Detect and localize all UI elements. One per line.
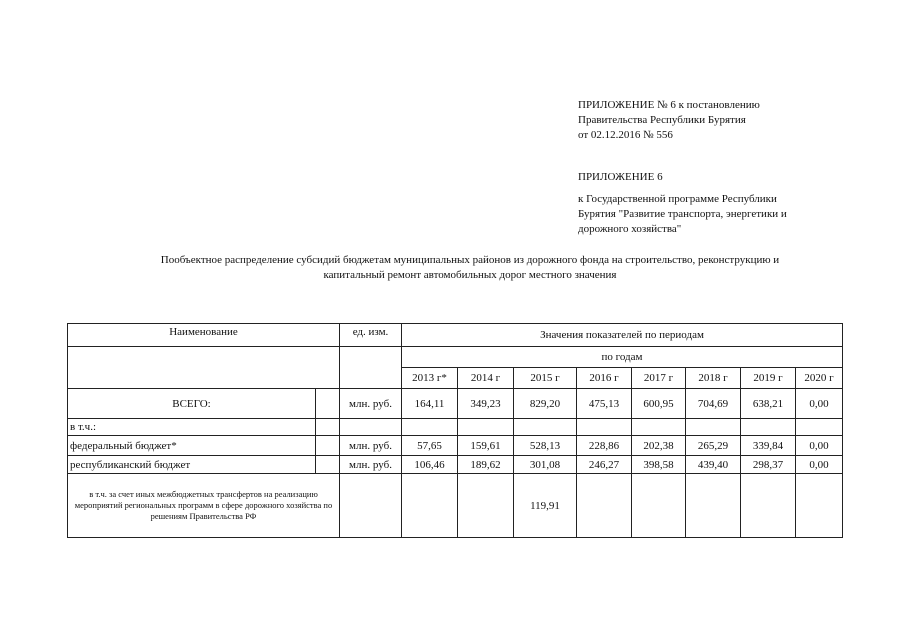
year-header-cell: 2017 г [632, 368, 686, 389]
row-unit-cell [340, 419, 402, 436]
year-header-cell: 2015 г [514, 368, 577, 389]
header-name-cell: Наименование [68, 324, 340, 347]
value-cell: 119,91 [514, 474, 577, 538]
value-cell: 0,00 [796, 436, 843, 456]
value-cell [796, 419, 843, 436]
appendix-second-line-3: Бурятия "Развитие транспорта, энергетики и [578, 208, 787, 220]
value-cell [514, 419, 577, 436]
header-unit-filler [340, 347, 402, 389]
appendix-second-line-1: ПРИЛОЖЕНИЕ 6 [578, 171, 663, 183]
header-values-cell: Значения показателей по периодам [402, 324, 843, 347]
value-cell: 339,84 [741, 436, 796, 456]
value-cell [796, 474, 843, 538]
document-title [80, 253, 860, 283]
value-cell: 202,38 [632, 436, 686, 456]
appendix-second-line-2: к Государственной программе Республики [578, 193, 777, 205]
value-cell [402, 474, 458, 538]
appendix-top-line-3: от 02.12.2016 № 556 [578, 129, 673, 141]
value-cell [632, 474, 686, 538]
value-cell: 298,37 [741, 456, 796, 474]
row-unit-cell: млн. руб. [340, 436, 402, 456]
value-cell: 349,23 [458, 389, 514, 419]
table-row-federal [68, 436, 843, 456]
value-cell [577, 474, 632, 538]
row-name-cell: в т.ч.: [68, 419, 316, 436]
value-cell [402, 419, 458, 436]
year-header-cell: 2019 г [741, 368, 796, 389]
value-cell: 189,62 [458, 456, 514, 474]
row-name-cell: республиканский бюджет [68, 456, 316, 474]
value-cell [741, 419, 796, 436]
value-cell: 164,11 [402, 389, 458, 419]
value-cell: 106,46 [402, 456, 458, 474]
year-header-cell: 2018 г [686, 368, 741, 389]
appendix-gap [578, 185, 787, 192]
value-cell [686, 419, 741, 436]
table-row-including [68, 419, 843, 436]
table-row-total [68, 389, 843, 419]
document-title-line-1: Пообъектное распределение субсидий бюджетам муниципальных районов из дорожного фонда на строительство, реконструкцию и [160, 254, 780, 266]
appendix-top-line-2: Правительства Республики Бурятия [578, 114, 746, 126]
value-cell [686, 474, 741, 538]
value-cell: 0,00 [796, 456, 843, 474]
header-name-filler [68, 347, 340, 389]
row-spacer-cell [316, 436, 340, 456]
value-cell: 398,58 [632, 456, 686, 474]
row-name-cell: в т.ч. за счет иных межбюджетных трансфертов на реализацию мероприятий региональных программ в сфере дорожного хозяйства по решениям Правительства РФ [68, 474, 340, 538]
value-cell: 829,20 [514, 389, 577, 419]
row-unit-cell: млн. руб. [340, 389, 402, 419]
appendix-header-resolution [578, 98, 760, 143]
row-unit-cell: млн. руб. [340, 456, 402, 474]
value-cell: 301,08 [514, 456, 577, 474]
row-unit-cell [340, 474, 402, 538]
row-spacer-cell [316, 389, 340, 419]
year-header-cell: 2013 г* [402, 368, 458, 389]
row-name-cell: федеральный бюджет* [68, 436, 316, 456]
row-spacer-cell [316, 419, 340, 436]
value-cell: 704,69 [686, 389, 741, 419]
table-row-transfers [68, 474, 843, 538]
header-unit-cell: ед. изм. [340, 324, 402, 347]
value-cell [458, 419, 514, 436]
value-cell: 159,61 [458, 436, 514, 456]
value-cell [741, 474, 796, 538]
value-cell: 265,29 [686, 436, 741, 456]
value-cell: 475,13 [577, 389, 632, 419]
header-by-years-cell: по годам [402, 347, 843, 368]
year-header-cell: 2016 г [577, 368, 632, 389]
appendix-second-line-4: дорожного хозяйства" [578, 223, 682, 235]
document-title-line-2: капитальный ремонт автомобильных дорог местного значения [323, 269, 617, 281]
value-cell: 638,21 [741, 389, 796, 419]
value-cell: 57,65 [402, 436, 458, 456]
row-name-cell: ВСЕГО: [68, 389, 316, 419]
value-cell: 600,95 [632, 389, 686, 419]
value-cell [632, 419, 686, 436]
appendix-top-line-1: ПРИЛОЖЕНИЕ № 6 к постановлению [578, 99, 760, 111]
value-cell: 228,86 [577, 436, 632, 456]
year-header-cell: 2020 г [796, 368, 843, 389]
value-cell: 439,40 [686, 456, 741, 474]
appendix-header-program [578, 170, 787, 237]
value-cell [458, 474, 514, 538]
year-header-cell: 2014 г [458, 368, 514, 389]
subsidy-distribution-table [67, 323, 843, 538]
value-cell [577, 419, 632, 436]
row-spacer-cell [316, 456, 340, 474]
value-cell: 246,27 [577, 456, 632, 474]
value-cell: 0,00 [796, 389, 843, 419]
value-cell: 528,13 [514, 436, 577, 456]
table-row-republican [68, 456, 843, 474]
